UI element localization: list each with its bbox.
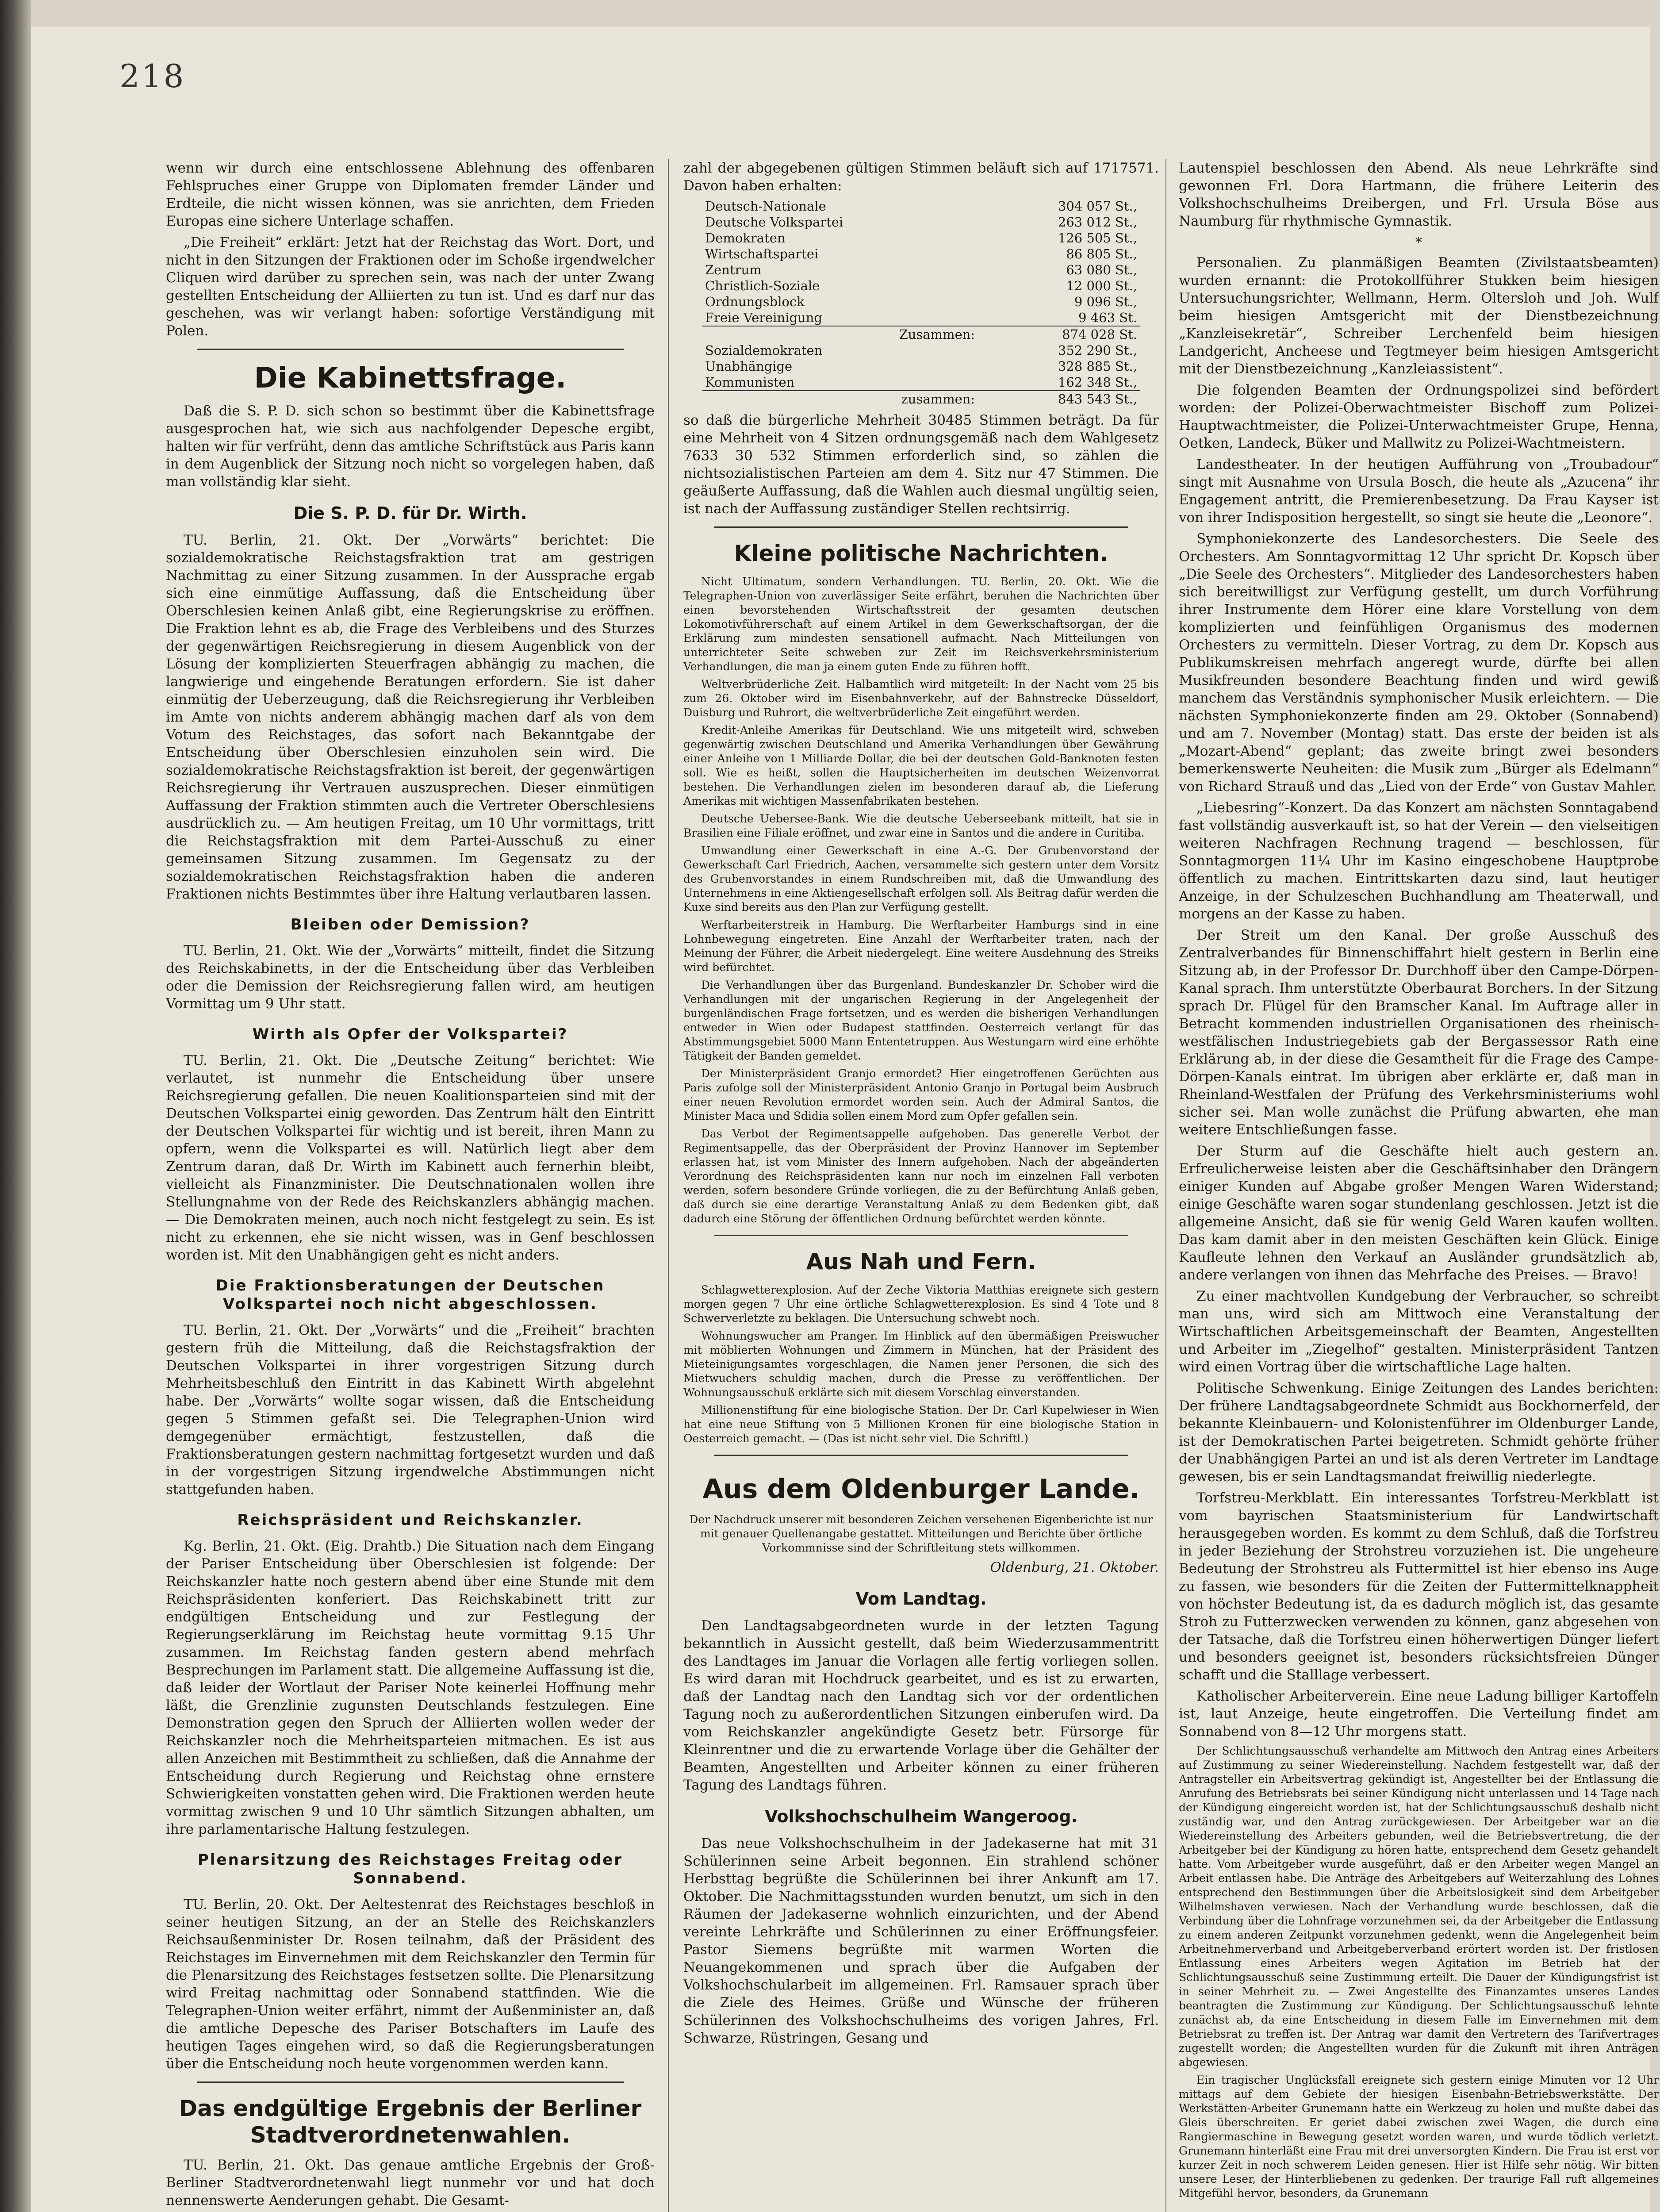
column-rule <box>1165 159 1166 2212</box>
subheadline: Plenarsitzung des Reichstages Freitag oder Sonnabend. <box>197 1851 623 1887</box>
vote-count: 328 885 St., <box>1058 359 1137 374</box>
editorial-note: Der Nachdruck unserer mit besonderen Zeichen versehenen Eigenberichte ist nur mit genauer Quellenangabe gestattet. Mitteilungen und Berichte über örtliche Vorkommnisse sind der Schriftleitung stets willkommen. <box>689 1513 1153 1554</box>
vote-count: 263 012 St., <box>1058 215 1137 230</box>
paragraph: Ein tragischer Unglücksfall ereignete sich gestern einige Minuten vor 12 Uhr mittags auf dem Gebiete der hiesigen Eisenbahn-Betriebswerkstätte. Der Werkstätten-Arbeiter Grunemann hatte ein Werkzeug zu holen und mußte dabei das Gleis überschreiten. Er geriet dabei zwischen zwei Wagen, die durch eine Rangiermaschine in Bewegung gesetzt worden waren, und wurde tödlich verletzt. Grunemann hinterläßt eine Frau mit drei unversorgten Kindern. Die Frau ist erst vor kurzer Zeit in noch schwerem Leiden genesen. Hier ist Hilfe sehr nötig. Wir bitten unsere Leser, der Hinterbliebenen zu gedenken. Der traurige Fall ruft allgemeines Mitgefühl hervor, besonders, da Grunemann <box>1179 2074 1659 2200</box>
paragraph: Weltverbrüderliche Zeit. Halbamtlich wird mitgeteilt: In der Nacht vom 25 bis zum 26. Oktober wird im Eisenbahnverkehr, auf der Bahnstrecke Düsseldorf, Duisburg und Ruhrort, die weltverbrüderliche Zeit eingeführt werden. <box>683 678 1159 719</box>
paragraph: Der Streit um den Kanal. Der große Ausschuß des Zentralverbandes für Binnenschiffahrt hielt gestern in Berlin eine Sitzung ab, in der Professor Dr. Durchhoff über den Campe-Dörpen-Kanal sprach. Ihm unterstützte Oberbaurat Borchers. In der Sitzung sprach Dr. Flügel für den Bramscher Kanal. Im Auftrage aller in Betracht kommenden industriellen Organisationen des rheinisch-westfälischen Industriegebiets gab der Bergassessor Rath eine Erklärung ab, in der diese die Gesamtheit für die Frage des Campe-Dörpen-Kanals eintrat. Im übrigen aber erklärte er, daß man in Rheinland-Westfalen der Prüfung des Verkehrsministeriums wohl sicher sei. Man wolle zunächst die Prüfung abwarten, ehe man weitere Entschließungen fasse. <box>1179 927 1659 1138</box>
divider <box>197 349 624 350</box>
paragraph: Kg. Berlin, 21. Okt. (Eig. Drahtb.) Die Situation nach dem Eingang der Pariser Entscheidung über Oberschlesien ist folgende: Der Reichskanzler hatte noch gestern abend über eine Stunde mit dem Reichspräsidenten konferiert. Das Reichskabinett tritt zur endgültigen Entscheidung und zur Festlegung der Regierungserklärung im Reichstag heute vormittag 9.15 Uhr zusammen. Im Reichstag fanden gestern abend mehrfach Besprechungen im Parlament statt. Die allgemeine Auffassung ist die, daß leider der Wortlaut der Pariser Note keinerlei Hoffnung mehr läßt, die Grenzlinie zugunsten Deutschlands festzulegen. Eine Demonstration gegen den Spruch der Alliierten wollen weder der Reichskanzler noch die Mehrheitsparteien mitmachen. Es ist aus allen Anzeichen mit Bestimmtheit zu schließen, daß die Annahme der Entscheidung durch Regierung und Reichstag ohne ernstere Schwierigkeiten vonstatten gehen wird. Die Fraktionen werden heute vormittag zwischen 9 und 10 Uhr sämtlich Sitzungen abhalten, um ihre parlamentarische Haltung festzulegen. <box>166 1538 655 1837</box>
party-name: Ordnungsblock <box>705 294 805 309</box>
vote-count: 12 000 St., <box>1066 278 1137 293</box>
party-name: Kommunisten <box>705 375 795 390</box>
column-3 <box>1179 159 1659 2212</box>
headline: Aus Nah und Fern. <box>806 1249 1036 1275</box>
vote-table <box>702 198 1140 407</box>
vote-count: 162 348 St., <box>1058 375 1137 390</box>
headline: Kleine politische Nachrichten. <box>734 541 1108 566</box>
column-2 <box>683 159 1159 2212</box>
vote-row <box>702 358 1140 374</box>
paragraph: Zu einer machtvollen Kundgebung der Verbraucher, so schreibt man uns, wird sich am Mittwoch eine Veranstaltung der Wirtschaftlichen Arbeitsgemeinschaft der Beamten, Angestellten und Arbeiter im „Ziegelhof“ gestalten. Ministerpräsident Tantzen wird einen Vortrag über die wirtschaftliche Lage halten. <box>1179 1288 1659 1375</box>
vote-row <box>702 262 1140 278</box>
vote-count: 63 080 St., <box>1066 262 1137 277</box>
vote-count: 352 290 St., <box>1058 343 1137 358</box>
star-separator: * <box>1415 234 1422 250</box>
sum-value: 843 543 St., <box>978 391 1140 407</box>
divider <box>714 526 1128 528</box>
divider <box>197 2081 624 2083</box>
party-name: Freie Vereinigung <box>705 310 822 325</box>
paragraph: TU. Berlin, 21. Okt. Das genaue amtliche Ergebnis der Groß-Berliner Stadtverordnetenwahl liegt nunmehr vor und hat doch nennenswerte Aenderungen gehabt. Die Gesamt- <box>166 2157 655 2208</box>
paragraph: Lautenspiel beschlossen den Abend. Als neue Lehrkräfte sind gewonnen Frl. Dora Hartmann, die frühere Leiterin des Volkshochschulheims Dreibergen, und Frl. Ursula Böse aus Naumburg für rhythmische Gymnastik. <box>1179 160 1659 229</box>
paragraph: Der Sturm auf die Geschäfte hielt auch gestern an. Erfreulicherweise leisten aber die Geschäftsinhaber den Drängern einiger Kunden auf Abgabe großer Mengen Waren Widerstand; einige Geschäfte waren sogar stundenlang geschlossen. Jetzt ist die allgemeine Ansicht, daß sie für wenig Geld Waren kaufen wollten. Das kam damit aber in den meisten Geschäften kein Glück. Einige Kaufleute lehnen den Verkauf an Ausländer grundsätzlich ab, andere verlangen von ihnen das Mehrfache des Preises. — Bravo! <box>1179 1143 1659 1283</box>
paragraph: TU. Berlin, 21. Okt. Der „Vorwärts“ und die „Freiheit“ brachten gestern früh die Mitteilung, daß die Reichstagsfraktion der Deutschen Volkspartei in ihrer vorgestrigen Sitzung durch Mehrheitsbeschluß den Eintritt in das Kabinett Wirth abgelehnt habe. Der „Vorwärts“ wollte sogar wissen, daß die Entscheidung gegen 5 Stimmen gefaßt sei. Die Telegraphen-Union wird demgegenüber ermächtigt, festzustellen, daß die Fraktionsberatungen gestern nachmittag fortgesetzt wurden und daß in der vorgestrigen Sitzung irgendwelche Abstimmungen nicht stattgefunden haben. <box>166 1322 655 1498</box>
paragraph: Werftarbeiterstreik in Hamburg. Die Werftarbeiter Hamburgs sind in eine Lohnbewegung eingetreten. Eine Anzahl der Werftarbeiter traten, nach der Meinung der Führer, die Arbeit niedergelegt. Eine weitere Ausdehnung des Streiks wird befürchtet. <box>683 918 1159 974</box>
paragraph: Katholischer Arbeiterverein. Eine neue Ladung billiger Kartoffeln ist, laut Anzeige, heute eingetroffen. Die Verteilung findet am Sonnabend von 8—12 Uhr morgens statt. <box>1179 1688 1659 1740</box>
paragraph: Wohnungswucher am Pranger. Im Hinblick auf den übermäßigen Preiswucher mit möblierten Wohnungen und Zimmern in München, hat der Präsident des Mieteinigungsamtes vorgeschlagen, die Namen jener Personen, die sich des Mietwuchers schuldig machen, durch die Presse zu veröffentlichen. Der Wohnungsausschuß erklärte sich mit diesem Vorschlag einverstanden. <box>683 1329 1159 1399</box>
subheadline: Die Fraktionsberatungen der Deutschen Volkspartei noch nicht abgeschlossen. <box>215 1277 605 1313</box>
newspaper-page <box>31 27 1659 2212</box>
vote-row <box>702 198 1140 214</box>
paragraph: Personalien. Zu planmäßigen Beamten (Zivilstaatsbeamten) wurden ernannt: die Protokollführer Stukken beim hiesigen Untersuchungsrichter, Wellmann, Herm. Oltersloh und Joh. Wulf beim hiesigen Amtsgericht mit der Dienstbezeichnung „Kanzleisekretär“, Schreiber Lerchenfeld beim hiesigen Landgericht, Ancheese und Tegtmeyer beim hiesigen Amtsgericht mit der Dienstbezeichnung „Kanzleiassistent“. <box>1179 255 1659 377</box>
paragraph: TU. Berlin, 21. Okt. Der „Vorwärts“ berichtet: Die sozialdemokratische Reichstagsfraktion trat am gestrigen Nachmittag zu einer Sitzung zusammen. In der Aussprache ergab sich eine einmütige Auffassung, daß die Entscheidung über Oberschlesien keinen Anlaß gibt, eine Regierungskrise zu eröffnen. Die Fraktion lehnt es ab, die Frage des Verbleibens und des Sturzes der gegenwärtigen Reichsregierung in diesem Augenblick von der Lösung der komplizierten Steuerfragen abhängig zu machen, die langwierige und eingehende Beratungen erfordern. Sie ist daher einmütig der Ueberzeugung, daß die Reichsregierung ihr Verbleiben im Amte von nichts anderem abhängig machen darf als von dem Votum des Reichstages, das sofort nach Bekanntgabe der Entscheidung über Oberschlesien einzuholen sein wird. Die sozialdemokratische Reichstagsfraktion ist bereit, der gegenwärtigen Reichsregierung ihr Vertrauen auszusprechen. Dieser einmütigen Auffassung der Fraktion stimmten auch die Vertreter Oberschlesiens ausdrücklich zu. — Am heutigen Freitag, um 10 Uhr vormittags, tritt die Reichstagsfraktion mit dem Partei-Ausschuß zu einer gemeinsamen Sitzung zusammen. Im Gegensatz zu der sozialdemokratischen Reichstagsfraktion haben die anderen Fraktionen nichts Bestimmtes über ihre Haltung verlautbaren lassen. <box>166 532 655 902</box>
paragraph: TU. Berlin, 21. Okt. Die „Deutsche Zeitung“ berichtet: Wie verlautet, ist nunmehr die Entscheidung über unsere Reichsregierung gefallen. Die neuen Koalitionsparteien sind mit der Deutschen Volkspartei einig geworden. Das Zentrum hält den Eintritt der Deutschen Volkspartei für wichtig und ist bereit, ihren Mann zu opfern, wenn die Volkspartei es will. Natürlich liegt aber dem Zentrum daran, daß Dr. Wirth im Kabinett auch fernerhin bleibt, vielleicht als Finanzminister. Die Deutschnationalen wollen ihre Stellungnahme von der Rede des Reichskanzlers abhängig machen. — Die Demokraten meinen, auch noch nicht festgelegt zu sein. Es ist nicht zu erkennen, ehe sie nicht wissen, was in Genf beschlossen worden ist. Mit den Unabhängigen geht es nicht anders. <box>166 1052 655 1263</box>
paragraph: Daß die S. P. D. sich schon so bestimmt über die Kabinettsfrage ausgesprochen hat, wie sich aus nachfolgender Depesche ergibt, halten wir für verfrüht, denn das amtliche Schriftstück aus Paris kann in dem Augenblick der Sitzung noch nicht so vorgelegen haben, daß man vollständig klar sieht. <box>166 403 655 490</box>
divider <box>714 1455 1128 1456</box>
sum-value: 874 028 St. <box>978 326 1140 342</box>
paragraph: Kredit-Anleihe Amerikas für Deutschland. Wie uns mitgeteilt wird, schweben gegenwärtig zwischen Deutschland und Amerika Verhandlungen über Gewährung einer Anleihe von 1 Milliarde Dollar, die bei der deutschen Gold-Banknoten festen soll. Wie es heißt, sollen die Hauptsicherheiten im deutschen Weizenvorrat bestehen. Die Verhandlungen zielen im besonderen darauf ab, die Lieferung Amerikas mit wichtigen Massenfabrikaten bestehen. <box>683 724 1159 807</box>
paragraph: TU. Berlin, 20. Okt. Der Aeltestenrat des Reichstages beschloß in seiner heutigen Sitzung, an der an Stelle des Reichskanzlers Reichsaußenminister Dr. Rosen teilnahm, daß der Präsident des Reichstages im Einvernehmen mit dem Reichskanzler den Termin für die Plenarsitzung des Reichstages festsetzen sollte. Die Plenarsitzung wird Freitag nachmittag oder Sonnabend stattfinden. Wie die Telegraphen-Union weiter erfährt, nimmt der Außenminister an, daß die amtliche Depesche des Pariser Botschafters im Laufe des heutigen Tages eingehen wird, so daß die Regierungsberatungen über die Entscheidung noch heute vorgenommen werden kann. <box>166 1897 655 2072</box>
vote-row <box>702 230 1140 246</box>
dateline: Oldenburg, 21. Oktober. <box>990 1559 1159 1575</box>
vote-count: 9 463 St. <box>1078 310 1137 325</box>
vote-row <box>702 278 1140 294</box>
vote-row <box>702 214 1140 230</box>
subheadline: Bleiben oder Demission? <box>290 916 530 933</box>
paragraph: Schlagwetterexplosion. Auf der Zeche Viktoria Matthias ereignete sich gestern morgen gegen 7 Uhr eine örtliche Schlagwetterexplosion. Es sind 4 Tote und 8 Schwerverletzte zu beklagen. Die Untersuchung schwebt noch. <box>683 1283 1159 1325</box>
paragraph: so daß die bürgerliche Mehrheit 30485 Stimmen beträgt. Da für eine Mehrheit von 4 Sitzen ordnungsgemäß nach dem Wahlgesetz 7633 30 532 Stimmen erforderlich sind, so zählen die nichtsozialistischen Parteien am dem 4. Sitz nur 47 Stimmen. Die geäußerte Auffassung, daß die Wahlen auch diesmal ungültig seien, ist nach der Auffassung zuständiger Stellen rechtsirrig. <box>683 412 1159 517</box>
party-name: Wirtschaftspartei <box>705 246 819 261</box>
vote-row <box>702 310 1140 326</box>
section-headline: Aus dem Oldenburger Lande. <box>702 1474 1140 1505</box>
party-name: Unabhängige <box>705 359 793 374</box>
column-rule <box>668 159 669 2212</box>
paragraph: Umwandlung einer Gewerkschaft in eine A.-G. Der Grubenvorstand der Gewerkschaft Carl Friedrich, Aachen, versammelte sich gestern unter dem Vorsitz des Grubenvorstandes in einem Rundschreiben mit, daß die Umwandlung des Unternehmens in eine Aktiengesellschaft erfolgen soll. Als Beitrag dafür werden die Kuxe sind bereits aus den Plan zur Verfügung gestellt. <box>683 844 1159 914</box>
paragraph: Landestheater. In der heutigen Aufführung von „Troubadour“ singt mit Ausnahme von Ursula Bosch, die heute als „Azucena“ ihr Engagement antritt, die Premierenbesetzung. Da Frau Kayser ist von ihrer Indisposition hergestellt, so singt sie heute die „Leonore“. <box>1179 457 1659 526</box>
vote-count: 126 505 St., <box>1058 230 1137 246</box>
party-name: Sozialdemokraten <box>705 343 823 358</box>
paragraph: wenn wir durch eine entschlossene Ablehnung des offenbaren Fehlspruches einer Gruppe von Diplomaten fremder Länder und Erdteile, die nicht wissen können, was sie anrichten, dem Frieden Europas eine sichere Unterlage schaffen. <box>166 160 655 229</box>
subheadline: Reichspräsident und Reichskanzler. <box>237 1511 583 1529</box>
paragraph: Nicht Ultimatum, sondern Verhandlungen. TU. Berlin, 20. Okt. Wie die Telegraphen-Union von zuverlässiger Seite erfährt, beruhen die Nachrichten über einen bevorstehenden Wirtschaftsstreit der gesamten deutschen Lokomotivführerschaft auf einem Artikel in dem Gewerkschaftsorgan, der die Erklärung zum mindesten sensationell aufmacht. Nach Mitteilungen von unterrichteter Seite schweben zur Zeit im Reichsverkehrsministerium Verhandlungen, die man ja einem guten Ende zu führen hofft. <box>683 575 1159 673</box>
paragraph: Die Verhandlungen über das Burgenland. Bundeskanzler Dr. Schober wird die Verhandlungen mit der ungarischen Regierung in der Angelegenheit der burgenländischen Frage fortsetzen, und es werden die bisherigen Verhandlungen entweder in Wien oder Budapest stattfinden. Oesterreich verlangt für das Abstimmungsgebiet 5000 Mann Ententetruppen. Aus Westungarn wird eine erhöhte Tätigkeit der Banden gemeldet. <box>683 979 1159 1062</box>
paragraph: Den Landtagsabgeordneten wurde in der letzten Tagung bekanntlich in Aussicht gestellt, daß beim Wiederzusammentritt des Landtages im Januar die Vorlagen alle fertig vorliegen sollen. Es wird daran mit Hochdruck gearbeitet, und es ist zu erwarten, daß der Landtag nach den Landtag sich vor der ordentlichen Tagung noch zu außerordentlichen Sitzungen einberufen wird. Da vom Reichskanzler angekündigte Gesetz betr. Fürsorge für Kleinrentner und die zu erwartende Vorlage über die Gehälter der Beamten, Angestellten und Arbeiter können zu einer früheren Tagung des Landtags führen. <box>683 1618 1159 1793</box>
subheadline: Vom Landtag. <box>855 1589 987 1609</box>
party-name: Zentrum <box>705 262 762 277</box>
book-binding <box>0 0 31 2212</box>
subheadline: Wirth als Opfer der Volkspartei? <box>252 1025 568 1043</box>
party-name: Demokraten <box>705 230 786 246</box>
paragraph: Politische Schwenkung. Einige Zeitungen des Landes berichten: Der frühere Landtagsabgeordnete Schmidt aus Bockhornerfeld, der bekannte Kleinbauern- und Kolonistenführer im Oldenburger Lande, ist der Demokratischen Partei beigetreten. Schmidt gehörte früher der Unabhängigen Partei an und ist als deren Vertreter im Landtage gewesen, bis er sein Landtagsmandat freiwillig niederlegte. <box>1179 1380 1659 1485</box>
headline: Die Kabinettsfrage. <box>254 362 567 395</box>
paragraph: „Die Freiheit“ erklärt: Jetzt hat der Reichstag das Wort. Dort, und nicht in den Sitzungen der Fraktionen oder im Schoße irgendwelcher Cliquen wird darüber zu sprechen sein, was nach der unter Zwang gestellten Entscheidung der Alliierten zu tun ist. Und es darf nur das geschehen, was wir verlangt haben: sofortige Verständigung mit Polen. <box>166 234 655 339</box>
sum-label: zusammen: <box>702 391 978 407</box>
paragraph: Torfstreu-Merkblatt. Ein interessantes Torfstreu-Merkblatt ist vom bayrischen Staatsministerium für Landwirtschaft herausgegeben worden. Es kommt zu dem Schluß, daß die Torfstreu in jeder Beziehung der Strohstreu vorzuziehen ist. Die ungeheure Bedeutung der Strohstreu als Futtermittel ist hier ebenso ins Auge zu fassen, wie besonders für die Zeiten der Futtermittelknappheit von höchster Bedeutung ist, da es dadurch möglich ist, das gesamte Stroh zu Futterzwecken verwenden zu können, ganz abgesehen von der Tatsache, daß die Torfstreu einen höherwertigen Dünger liefert und besonders geeignet ist, besonders rücksichtsfreien Dünger schafft und die Stalllage verbessert. <box>1179 1490 1659 1683</box>
paragraph: Der Schlichtungsausschuß verhandelte am Mittwoch den Antrag eines Arbeiters auf Zustimmung zu seiner Wiedereinstellung. Nachdem festgestellt war, daß der Antragsteller ein Arbeitsvertrag gekündigt ist, Angestellter bei der Entlassung die Anrufung des Betriebsrats bei seiner Kündigung nicht unterlassen und 14 Tage nach der Kündigung eingereicht worden ist, hat der Schlichtungsausschuß deshalb nicht zuständig war, und den Antrag zurückgewiesen. Der Arbeitgeber war an die Wiedereinstellung des Arbeiters gebunden, weil die Betriebsvertretung, die der Arbeitgeber bei der Kündigung zu hören hatte, entsprechend dem Gesetz gehandelt hatte. Vom Arbeitgeber wurde ausgeführt, daß er den Arbeiter wegen Mangel an Arbeit entlassen habe. Die Anträge des Arbeitgebers auf Weiterzahlung des Lohnes entsprechend den Bestimmungen über die Arbeitslosigkeit sind dem Arbeitgeber Wilhelmshaven verwiesen. Nach der Verhandlung wurde beschlossen, daß die Verbindung über die Lohnfrage vorzunehmen sei, da der Arbeitgeber die Entlassung zu einem anderen Zeitpunkt vorzunehmen gedenkt, wenn die Angelegenheit beim Arbeitnehmerverband und Arbeitgeberverband erörtert worden ist. Der fristlosen Entlassung eines Arbeiters wegen Agitation im Betrieb hat der Schlichtungsausschuß seine Zustimmung erteilt. Die Dauer der Kündigungsfrist ist in seiner Mehrheit zu. — Zwei Angestellte des Finanzamtes unseres Landes beantragten die Zustimmung zur Kündigung. Der Schlichtungsausschuß lehnte zunächst ab, da eine Entscheidung in diesem Falle im Einvernehmen mit dem Betriebsrat zu treffen ist. Der Antrag war damit den Vertretern des Tarifvertrages zugestellt worden; die Angestellten wurden für die Zukunft mit ihren Anträgen abgewiesen. <box>1179 1744 1659 2069</box>
paragraph: zahl der abgegebenen gültigen Stimmen beläuft sich auf 1717571. Davon haben erhalten: <box>683 160 1159 194</box>
party-name: Deutsche Volkspartei <box>705 215 843 230</box>
party-name: Deutsch-Nationale <box>705 199 826 214</box>
paragraph: TU. Berlin, 21. Okt. Wie der „Vorwärts“ mitteilt, findet die Sitzung des Reichskabinetts, in der die Entscheidung über das Verbleiben oder die Demission der Reichsregierung fallen wird, am heutigen Vormittag um 9 Uhr statt. <box>166 943 655 1012</box>
sum-label: Zusammen: <box>702 326 978 342</box>
column-1 <box>166 159 655 2212</box>
vote-row <box>702 294 1140 310</box>
vote-count: 9 096 St., <box>1074 294 1137 309</box>
paragraph: Symphoniekonzerte des Landesorchesters. Die Seele des Orchesters. Am Sonntagvormittag 12 Uhr spricht Dr. Kopsch über „Die Seele des Orchesters“. Mitglieder des Landesorchesters haben sich bereitwilligst zur Verfügung gestellt, um durch Vorführung ihrer Instrumente dem Hörer eine klare Vorstellung von dem komplizierten und feinfühligen Organismus des modernen Orchesters zu vermitteln. Dieser Vortrag, zu dem Dr. Kopsch aus Publikumskreisen mehrfach angeregt wurde, dürfte bei allen Musikfreunden besondere Beachtung finden und wird gewiß manchem das Verständnis symphonischer Musik erleichtern. — Die nächsten Symphoniekonzerte finden am 29. Oktober (Sonnabend) und am 7. November (Montag) statt. Das erste der beiden ist als „Mozart-Abend“ geplant; das zweite bringt zwei besonders bemerkenswerte Neuheiten: die Musik zum „Bürger als Edelmann“ von Richard Strauß und das „Lied von der Erde“ von Gustav Mahler. <box>1179 531 1659 795</box>
vote-count: 304 057 St., <box>1058 199 1137 214</box>
page-number: 218 <box>119 58 186 95</box>
headline: Das endgültige Ergebnis der Berliner Stadtverordnetenwahlen. <box>179 2096 642 2148</box>
vote-row <box>702 342 1140 358</box>
paragraph: Deutsche Uebersee-Bank. Wie die deutsche Ueberseebank mitteilt, hat sie in Brasilien eine Filiale eröffnet, und zwar eine in Santos und die andere in Curitiba. <box>683 812 1159 839</box>
paragraph: Das Verbot der Regimentsappelle aufgehoben. Das generelle Verbot der Regimentsappelle, das der Oberpräsident der Provinz Hannover im September erlassen hat, ist vom Minister des Innern aufgehoben. Nach der abgeänderten Verordnung des Reichspräsidenten kann nur noch im einzelnen Fall verboten werden, sofern besondere Gründe vorliegen, die zu der Befürchtung Anlaß geben, daß durch sie eine derartige Veranstaltung Anlaß zu dem Bedenken gibt, daß dadurch eine Störung der öffentlichen Ordnung befürchtet werden könnte. <box>683 1127 1159 1225</box>
party-name: Christlich-Soziale <box>705 278 820 293</box>
divider <box>714 1235 1128 1236</box>
paragraph: Das neue Volkshochschulheim in der Jadekaserne hat mit 31 Schülerinnen seine Arbeit begonnen. Ein strahlend schöner Herbsttag begrüßte die Schülerinnen bei ihrer Ankunft am 17. Oktober. Die Nachmittagsstunden wurden benutzt, um sich in den Räumen der Jadekaserne wohnlich einzurichten, und der Abend vereinte Lehrkräfte und Schülerinnen zu einer Eröffnungsfeier. Pastor Siemens begrüßte mit warmen Worten die Neuangekommenen und sprach über die Aufgaben der Volkshochschularbeit im allgemeinen. Frl. Ramsauer sprach über die Ziele des Heimes. Grüße und Wünsche der früheren Schülerinnen des Volkshochschulheims des vorigen Jahres, Frl. Schwarze, Rüstringen, Gesang und <box>683 1836 1159 2046</box>
subheadline: Volkshochschulheim Wangeroog. <box>765 1807 1077 1826</box>
vote-row <box>702 374 1140 391</box>
paragraph: Millionenstiftung für eine biologische Station. Der Dr. Carl Kupelwieser in Wien hat eine neue Stiftung von 5 Millionen Kronen für eine biologische Station in Oesterreich gemacht. — (Das ist nicht sehr viel. Die Schriftl.) <box>683 1404 1159 1445</box>
vote-count: 86 805 St., <box>1066 246 1137 261</box>
paragraph: Der Ministerpräsident Granjo ermordet? Hier eingetroffenen Gerüchten aus Paris zufolge soll der Ministerpräsident Antonio Granjo in Portugal beim Ausbruch einer neuen Revolution ermordet worden sein. Auch der Admiral Santos, die Minister Maca und Sdidia sollen einem Mord zum Opfer gefallen sein. <box>683 1067 1159 1122</box>
vote-row <box>702 246 1140 262</box>
paragraph: „Liebesring“-Konzert. Da das Konzert am nächsten Sonntagabend fast vollständig ausverkauft ist, so hat der Verein — den vielseitigen weiteren Nachfragen Rechnung tragend — beschlossen, für Sonntagmorgen 11¼ Uhr im Kasino eingeschobene Hauptprobe öffentlich zu machen. Eintrittskarten dazu sind, laut heutiger Anzeige, in der Schulzeschen Buchhandlung am Theaterwall, und morgens an der Kasse zu haben. <box>1179 800 1659 922</box>
paragraph: Die folgenden Beamten der Ordnungspolizei sind befördert worden: der Polizei-Oberwachtmeister Bischoff zum Polizei-Hauptwachtmeister, die Polizei-Unterwachtmeister Grupe, Henna, Oetken, Landeck, Büker und Mallwitz zu Polizei-Wachtmeistern. <box>1179 382 1659 451</box>
subheadline: Die S. P. D. für Dr. Wirth. <box>293 503 527 523</box>
